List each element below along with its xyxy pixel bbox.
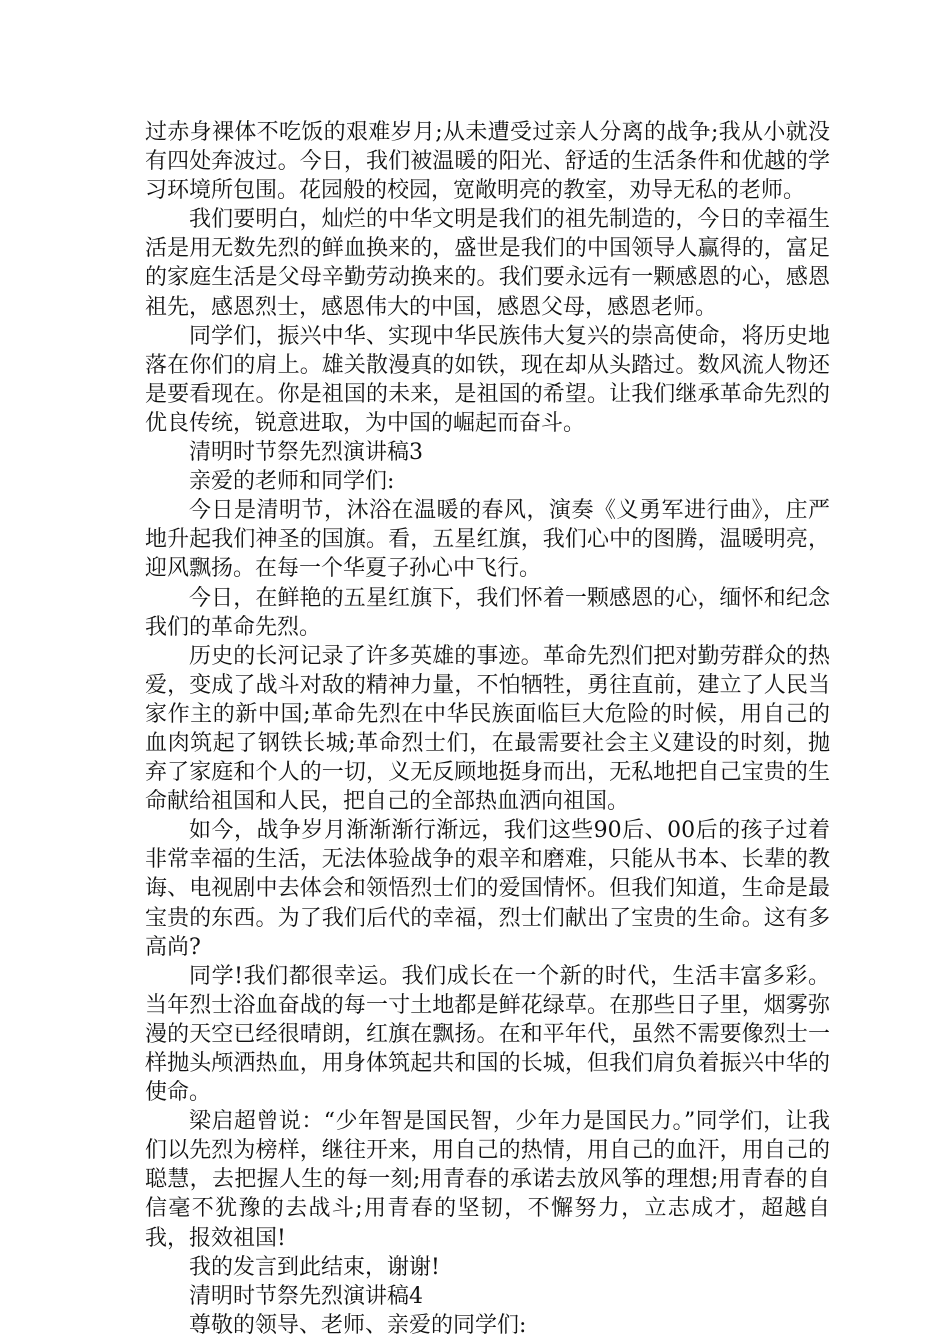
paragraph-6: 历史的长河记录了许多英雄的事迹。革命先烈们把对勤劳群众的热爱，变成了战斗对敌的精神力量，不怕牺牲，勇往直前，建立了人民当家作主的新中国;革命先烈在中华民族面临巨大危险的时候，用自己的血肉筑起了钢铁长城;革命烈士们，在最需要社会主义建设的时刻，抛弃了家庭和个人的一切，义无反顾地挺身而出，无私地把自己宝贵的生命献给祖国和人民，把自己的全部热血洒向祖国。: [145, 643, 830, 815]
paragraph-8: 同学!我们都很幸运。我们成长在一个新的时代，生活丰富多彩。当年烈士浴血奋战的每一寸土地都是鲜花绿草。在那些日子里，烟雾弥漫的天空已经很晴朗，红旗在飘扬。在和平年代，虽然不需要像烈士一样抛头颅洒热血，用身体筑起共和国的长城，但我们肩负着振兴中华的使命。: [145, 963, 830, 1106]
closing-remark: 我的发言到此结束，谢谢!: [189, 1254, 440, 1280]
paragraph-7: 如今，战争岁月渐渐渐行渐远，我们这些90后、00后的孩子过着非常幸福的生活，无法体验战争的艰辛和磨难，只能从书本、长辈的教诲、电视剧中去体会和领悟烈士们的爱国情怀。但我们知道，生命是最宝贵的东西。为了我们后代的幸福，烈士们献出了宝贵的生命。这有多高尚?: [145, 818, 830, 960]
salutation-3: 亲爱的老师和同学们:: [189, 469, 395, 495]
paragraph-5: 今日，在鲜艳的五星红旗下，我们怀着一颗感恩的心，缅怀和纪念我们的革命先烈。: [145, 585, 830, 640]
paragraph-3: 同学们，振兴中华、实现中华民族伟大复兴的崇高使命，将历史地落在你们的肩上。雄关散漫真的如铁，现在却从头踏过。数风流人物还是要看现在。你是祖国的未来，是祖国的希望。让我们继承革命先烈的优良传统，锐意进取，为中国的崛起而奋斗。: [145, 323, 830, 436]
section-title-3: 清明时节祭先烈演讲稿3: [189, 440, 423, 466]
section-title-4: 清明时节祭先烈演讲稿4: [189, 1283, 423, 1309]
document-page: [145, 118, 830, 1340]
paragraph-1: 过赤身裸体不吃饭的艰难岁月;从未遭受过亲人分离的战争;我从小就没有四处奔波过。今日，我们被温暖的阳光、舒适的生活条件和优越的学习环境所包围。花园般的校园，宽敞明亮的教室，劝导无私的老师。: [145, 120, 830, 204]
paragraph-2: 我们要明白，灿烂的中华文明是我们的祖先制造的，今日的幸福生活是用无数先烈的鲜血换来的，盛世是我们的中国领导人赢得的，富足的家庭生活是父母辛勤劳动换来的。我们要永远有一颗感恩的心，感恩祖先，感恩烈士，感恩伟大的中国，感恩父母，感恩老师。: [145, 207, 830, 320]
paragraph-4: 今日是清明节，沐浴在温暖的春风，演奏《义勇军进行曲》，庄严地升起我们神圣的国旗。看，五星红旗，我们心中的图腾，温暖明亮，迎风飘扬。在每一个华夏子孙心中飞行。: [145, 498, 830, 582]
salutation-4: 尊敬的领导、老师、亲爱的同学们:: [189, 1312, 527, 1338]
paragraph-9: 梁启超曾说：“少年智是国民智，少年力是国民力。”同学们，让我们以先烈为榜样，继往开来，用自己的热情，用自己的血汗，用自己的聪慧，去把握人生的每一刻;用青春的承诺去放风筝的理想;用青春的自信毫不犹豫的去战斗;用青春的坚韧，不懈努力，立志成才，超越自我，报效祖国!: [145, 1109, 830, 1251]
